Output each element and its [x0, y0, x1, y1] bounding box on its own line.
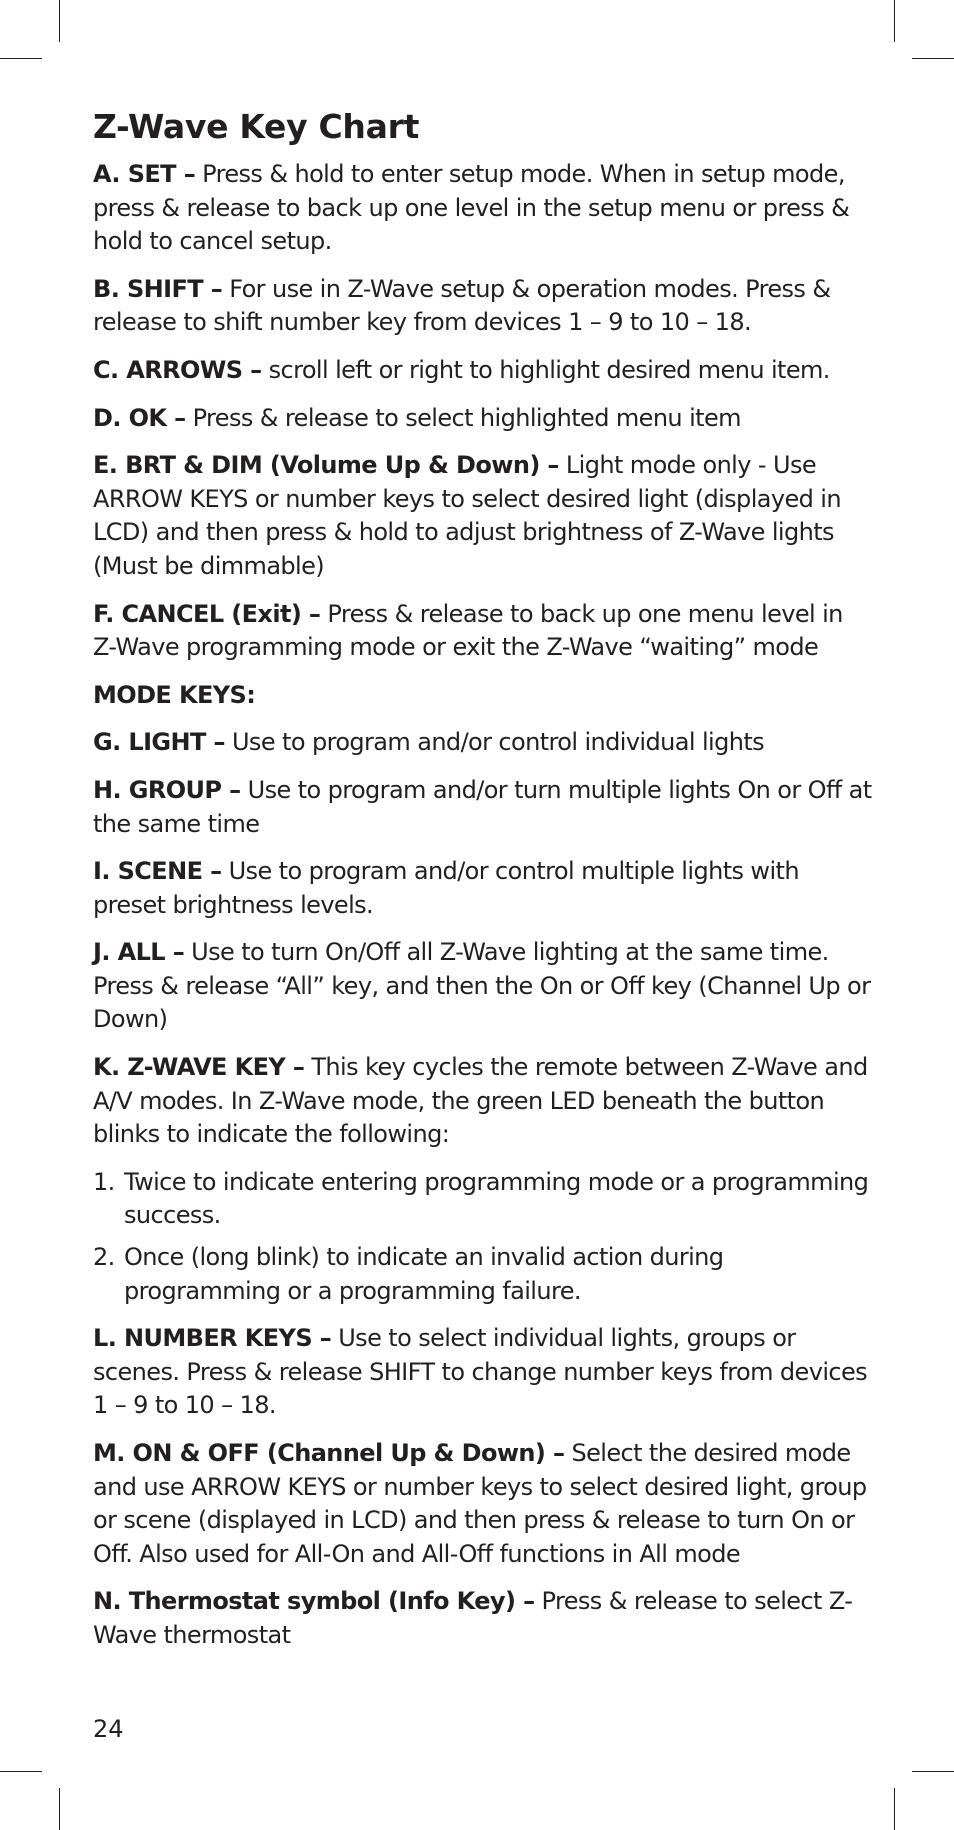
entry-text: Use to program and/or control multiple lights with preset brightness levels. — [93, 857, 799, 919]
entry-key: MODE KEYS: — [93, 680, 256, 709]
list-item — [93, 1241, 873, 1308]
list-text: Once (long blink) to indicate an invalid action during programming or a programming failure. — [124, 1243, 724, 1305]
crop-mark-bottom-left-vertical — [59, 1788, 60, 1830]
entry-text: Press & release to select Z-Wave thermostat — [93, 1587, 853, 1649]
entry-text: Press & release to back up one menu level in Z-Wave programming mode or exit the Z-Wave “waiting” mode — [93, 599, 843, 662]
entry-text: Light mode only - Use ARROW KEYS or number keys to select desired light (displayed in LCD) and then press & hold to adjust brightness of Z-Wave lights (Must be dimmable) — [93, 451, 841, 580]
entry-key: A. SET – — [93, 160, 196, 188]
entry-shift — [93, 273, 873, 340]
crop-mark-top-left-vertical — [59, 0, 60, 42]
crop-mark-top-right-horizontal — [912, 58, 954, 59]
entry-ok — [93, 402, 873, 436]
list-text: Twice to indicate entering programming mode or a programming success. — [124, 1167, 869, 1230]
entry-zwave-key — [93, 1051, 873, 1152]
entry-key: G. LIGHT – — [93, 728, 225, 757]
crop-mark-bottom-left-horizontal — [0, 1771, 42, 1772]
page-title: Z-Wave Key Chart — [93, 107, 420, 146]
list-number: 1. — [93, 1167, 115, 1196]
list-number: 2. — [93, 1243, 115, 1272]
entry-key: C. ARROWS – — [93, 355, 262, 384]
entry-key: F. CANCEL (Exit) – — [93, 599, 321, 628]
entry-all — [93, 936, 873, 1037]
entry-text: Use to turn On/Off all Z-Wave lighting at the same time. Press & release “All” key, and then the On or Off key (Channel Up or Down) — [93, 938, 871, 1034]
entry-set — [93, 158, 873, 259]
entry-text: Use to select individual lights, groups or scenes. Press & release SHIFT to change number keys from devices 1 – 9 to 10 – 18. — [93, 1324, 868, 1420]
entry-key: D. OK – — [93, 403, 186, 432]
entry-brt-dim — [93, 449, 873, 583]
entry-group — [93, 774, 873, 841]
list-item — [93, 1166, 873, 1233]
entry-scene — [93, 855, 873, 922]
page-content — [93, 104, 873, 1667]
entry-key: M. ON & OFF (Channel Up & Down) – — [93, 1439, 565, 1467]
crop-mark-bottom-right-horizontal — [912, 1771, 954, 1772]
entry-text: This key cycles the remote between Z-Wave and A/V modes. In Z-Wave mode, the green LED beneath the button blinks to indicate the following: — [93, 1053, 868, 1149]
entry-text: For use in Z-Wave setup & operation modes. Press & release to shift number key from devices 1 – 9 to 10 – 18. — [93, 274, 831, 337]
entry-arrows — [93, 354, 873, 388]
entry-text: scroll left or right to highlight desired menu item. — [261, 355, 830, 384]
entry-number-keys — [93, 1322, 873, 1423]
entry-key: E. BRT & DIM (Volume Up & Down) – — [93, 451, 559, 480]
entry-cancel — [93, 598, 873, 665]
crop-mark-bottom-right-vertical — [894, 1788, 895, 1830]
entry-key: N. Thermostat symbol (Info Key) – — [93, 1587, 535, 1616]
entry-text: Press & release to select highlighted menu item — [185, 403, 741, 432]
crop-mark-top-right-vertical — [894, 0, 895, 42]
entry-light — [93, 726, 873, 760]
entry-text: Select the desired mode and use ARROW KEYS or number keys to select desired light, group or scene (displayed in LCD) and then press & release to turn On or Off. Also used for All-On and All-Off functions in All mode — [93, 1439, 867, 1568]
entry-text: Use to program and/or turn multiple lights On or Off at the same time — [93, 775, 872, 838]
mode-keys-heading — [93, 679, 873, 713]
entry-text: Press & hold to enter setup mode. When in setup mode, press & release to back up one level in the setup menu or press & hold to cancel setup. — [93, 160, 850, 256]
entry-on-off — [93, 1437, 873, 1571]
entry-thermostat — [93, 1585, 873, 1652]
entry-text: Use to program and/or control individual lights — [224, 728, 765, 757]
entry-key: I. SCENE – — [93, 857, 222, 886]
page-number: 24 — [93, 1715, 124, 1743]
entry-key: K. Z-WAVE KEY – — [93, 1053, 305, 1082]
entry-key: B. SHIFT – — [93, 274, 223, 303]
entry-key: L. NUMBER KEYS – — [93, 1324, 332, 1353]
crop-mark-top-left-horizontal — [0, 58, 42, 59]
entry-key: H. GROUP – — [93, 775, 241, 804]
entry-key: J. ALL – — [93, 938, 185, 967]
